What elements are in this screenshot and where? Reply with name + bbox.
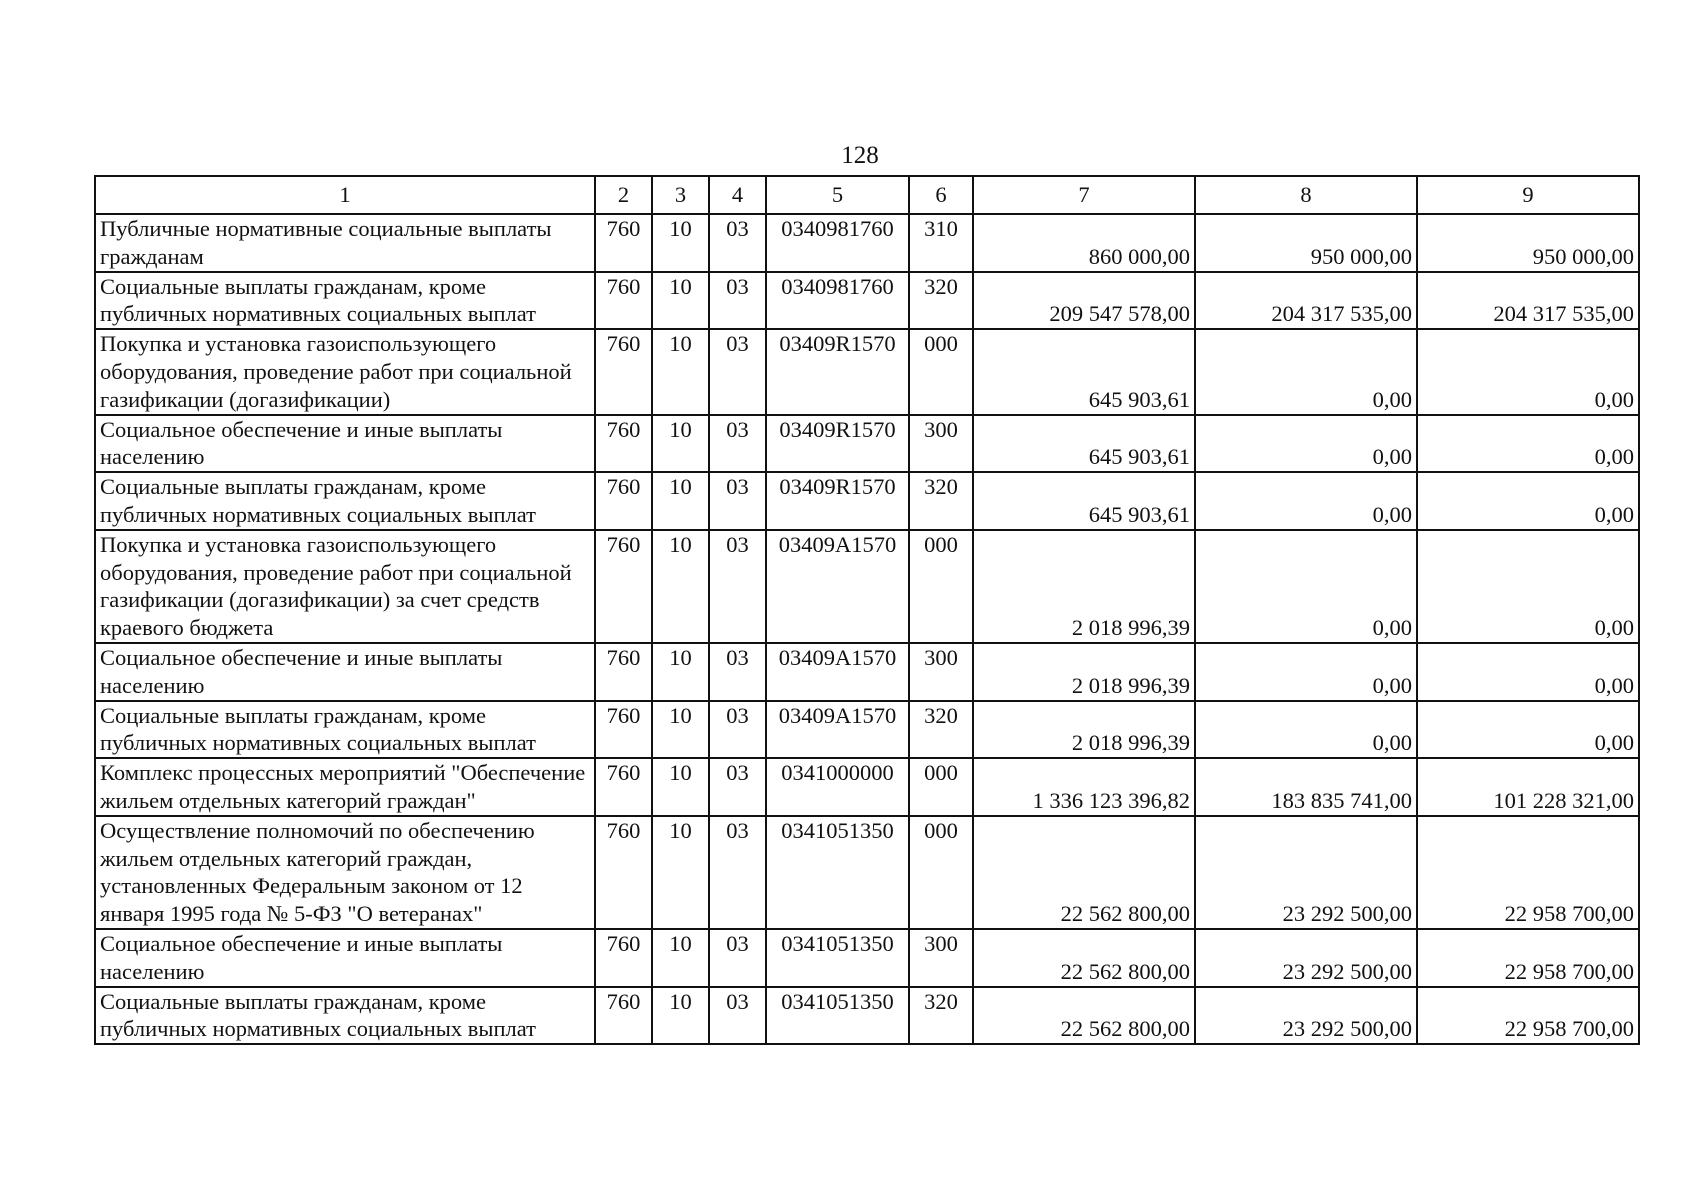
section-code: 10	[652, 329, 709, 414]
section-code: 10	[652, 816, 709, 929]
row-name: Публичные нормативные социальные выплаты гражданам	[95, 214, 595, 272]
table-row	[95, 701, 1639, 759]
target-article-code: 03409R1570	[766, 472, 909, 530]
column-header: 7	[973, 176, 1195, 214]
table-row	[95, 816, 1639, 929]
page-number: 128	[841, 142, 879, 169]
ministry-code: 760	[595, 816, 652, 929]
table-row	[95, 758, 1639, 816]
amount-col-8: 0,00	[1195, 472, 1417, 530]
amount-col-7: 645 903,61	[973, 415, 1195, 473]
ministry-code: 760	[595, 272, 652, 330]
amount-col-9: 0,00	[1417, 643, 1639, 701]
amount-col-7: 22 562 800,00	[973, 816, 1195, 929]
section-code: 10	[652, 214, 709, 272]
target-article-code: 03409R1570	[766, 329, 909, 414]
table-row	[95, 415, 1639, 473]
amount-col-8: 0,00	[1195, 415, 1417, 473]
column-header: 2	[595, 176, 652, 214]
section-code: 10	[652, 415, 709, 473]
amount-col-9: 22 958 700,00	[1417, 816, 1639, 929]
target-article-code: 0341051350	[766, 929, 909, 987]
amount-col-9: 0,00	[1417, 329, 1639, 414]
subsection-code: 03	[709, 530, 766, 643]
subsection-code: 03	[709, 758, 766, 816]
target-article-code: 03409A1570	[766, 701, 909, 759]
ministry-code: 760	[595, 643, 652, 701]
amount-col-7: 2 018 996,39	[973, 530, 1195, 643]
table-row	[95, 987, 1639, 1045]
amount-col-7: 645 903,61	[973, 329, 1195, 414]
expense-type-code: 000	[909, 329, 973, 414]
amount-col-7: 209 547 578,00	[973, 272, 1195, 330]
amount-col-7: 1 336 123 396,82	[973, 758, 1195, 816]
amount-col-8: 183 835 741,00	[1195, 758, 1417, 816]
ministry-code: 760	[595, 758, 652, 816]
expense-type-code: 310	[909, 214, 973, 272]
section-code: 10	[652, 701, 709, 759]
amount-col-9: 22 958 700,00	[1417, 987, 1639, 1045]
column-header: 8	[1195, 176, 1417, 214]
amount-col-9: 0,00	[1417, 472, 1639, 530]
subsection-code: 03	[709, 987, 766, 1045]
header-row	[95, 176, 1639, 214]
row-name: Социальные выплаты гражданам, кроме публичных нормативных социальных выплат	[95, 272, 595, 330]
amount-col-8: 0,00	[1195, 701, 1417, 759]
section-code: 10	[652, 530, 709, 643]
expense-type-code: 300	[909, 643, 973, 701]
amount-col-8: 0,00	[1195, 643, 1417, 701]
row-name: Социальные выплаты гражданам, кроме публичных нормативных социальных выплат	[95, 472, 595, 530]
table-row	[95, 530, 1639, 643]
row-name: Социальное обеспечение и иные выплаты населению	[95, 415, 595, 473]
amount-col-9: 101 228 321,00	[1417, 758, 1639, 816]
amount-col-7: 2 018 996,39	[973, 643, 1195, 701]
amount-col-9: 950 000,00	[1417, 214, 1639, 272]
amount-col-9: 0,00	[1417, 415, 1639, 473]
section-code: 10	[652, 929, 709, 987]
expense-type-code: 000	[909, 816, 973, 929]
subsection-code: 03	[709, 701, 766, 759]
amount-col-7: 22 562 800,00	[973, 987, 1195, 1045]
target-article-code: 03409A1570	[766, 643, 909, 701]
section-code: 10	[652, 758, 709, 816]
column-header: 1	[95, 176, 595, 214]
table-row	[95, 329, 1639, 414]
row-name: Социальные выплаты гражданам, кроме публичных нормативных социальных выплат	[95, 701, 595, 759]
subsection-code: 03	[709, 816, 766, 929]
row-name: Покупка и установка газоиспользующего оборудования, проведение работ при социальной газификации (догазификации) за счет средств краевого бюджета	[95, 530, 595, 643]
target-article-code: 0340981760	[766, 272, 909, 330]
column-header: 9	[1417, 176, 1639, 214]
amount-col-8: 23 292 500,00	[1195, 816, 1417, 929]
subsection-code: 03	[709, 472, 766, 530]
expense-type-code: 000	[909, 530, 973, 643]
expense-type-code: 320	[909, 987, 973, 1045]
expense-type-code: 300	[909, 415, 973, 473]
ministry-code: 760	[595, 415, 652, 473]
target-article-code: 0340981760	[766, 214, 909, 272]
column-header: 4	[709, 176, 766, 214]
table-row	[95, 472, 1639, 530]
amount-col-7: 860 000,00	[973, 214, 1195, 272]
amount-col-8: 0,00	[1195, 530, 1417, 643]
subsection-code: 03	[709, 214, 766, 272]
column-header: 6	[909, 176, 973, 214]
amount-col-8: 204 317 535,00	[1195, 272, 1417, 330]
target-article-code: 03409R1570	[766, 415, 909, 473]
row-name: Социальное обеспечение и иные выплаты населению	[95, 643, 595, 701]
table-row	[95, 643, 1639, 701]
amount-col-8: 23 292 500,00	[1195, 929, 1417, 987]
amount-col-9: 204 317 535,00	[1417, 272, 1639, 330]
amount-col-8: 0,00	[1195, 329, 1417, 414]
expense-type-code: 320	[909, 272, 973, 330]
expense-type-code: 300	[909, 929, 973, 987]
amount-col-8: 23 292 500,00	[1195, 987, 1417, 1045]
target-article-code: 0341051350	[766, 816, 909, 929]
amount-col-9: 0,00	[1417, 701, 1639, 759]
ministry-code: 760	[595, 701, 652, 759]
subsection-code: 03	[709, 929, 766, 987]
row-name: Покупка и установка газоиспользующего оборудования, проведение работ при социальной газификации (догазификации)	[95, 329, 595, 414]
row-name: Комплекс процессных мероприятий "Обеспечение жильем отдельных категорий граждан"	[95, 758, 595, 816]
ministry-code: 760	[595, 472, 652, 530]
column-header: 5	[766, 176, 909, 214]
ministry-code: 760	[595, 329, 652, 414]
amount-col-7: 645 903,61	[973, 472, 1195, 530]
amount-col-7: 2 018 996,39	[973, 701, 1195, 759]
target-article-code: 0341051350	[766, 987, 909, 1045]
table-row	[95, 272, 1639, 330]
subsection-code: 03	[709, 329, 766, 414]
amount-col-9: 22 958 700,00	[1417, 929, 1639, 987]
ministry-code: 760	[595, 214, 652, 272]
amount-col-7: 22 562 800,00	[973, 929, 1195, 987]
row-name: Социальное обеспечение и иные выплаты населению	[95, 929, 595, 987]
section-code: 10	[652, 272, 709, 330]
expense-type-code: 000	[909, 758, 973, 816]
subsection-code: 03	[709, 643, 766, 701]
amount-col-9: 0,00	[1417, 530, 1639, 643]
target-article-code: 03409A1570	[766, 530, 909, 643]
column-header: 3	[652, 176, 709, 214]
expense-type-code: 320	[909, 472, 973, 530]
ministry-code: 760	[595, 929, 652, 987]
ministry-code: 760	[595, 987, 652, 1045]
ministry-code: 760	[595, 530, 652, 643]
amount-col-8: 950 000,00	[1195, 214, 1417, 272]
subsection-code: 03	[709, 272, 766, 330]
section-code: 10	[652, 472, 709, 530]
section-code: 10	[652, 987, 709, 1045]
row-name: Осуществление полномочий по обеспечению жильем отдельных категорий граждан, установленных Федеральным законом от 12 января 1995 года № 5-ФЗ "О ветеранах"	[95, 816, 595, 929]
row-name: Социальные выплаты гражданам, кроме публичных нормативных социальных выплат	[95, 987, 595, 1045]
expense-type-code: 320	[909, 701, 973, 759]
subsection-code: 03	[709, 415, 766, 473]
target-article-code: 0341000000	[766, 758, 909, 816]
section-code: 10	[652, 643, 709, 701]
table-row	[95, 929, 1639, 987]
table-row	[95, 214, 1639, 272]
budget-table	[94, 175, 1640, 1045]
